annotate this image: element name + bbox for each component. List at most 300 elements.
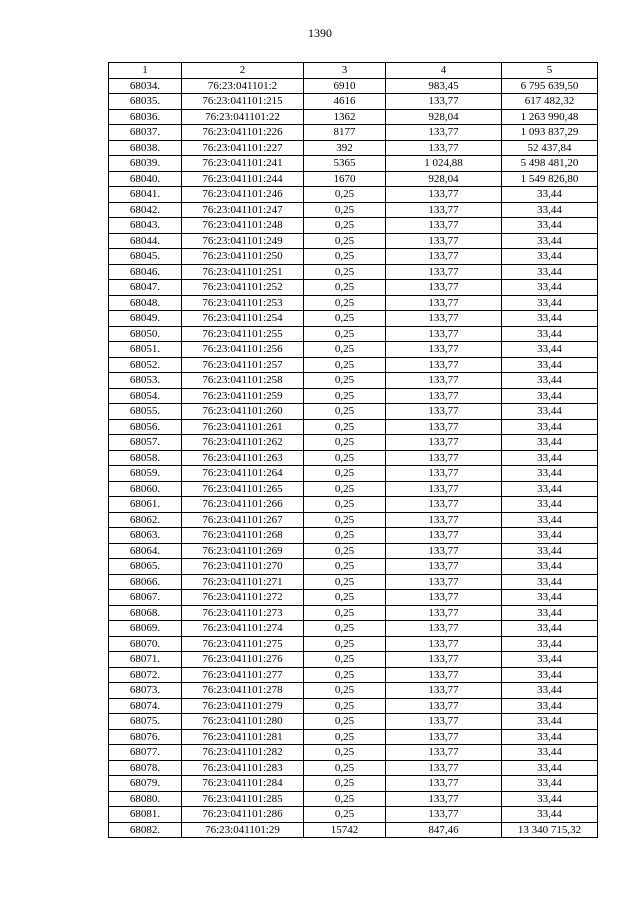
table-row — [109, 109, 598, 125]
cadastral-number-cell: 76:23:041101:258 — [182, 373, 304, 389]
cadastral-number-cell: 76:23:041101:253 — [182, 295, 304, 311]
row-number-cell: 68038. — [109, 140, 182, 156]
table-row — [109, 435, 598, 451]
row-number-cell: 68057. — [109, 435, 182, 451]
column-header-4: 4 — [386, 63, 502, 79]
table-row — [109, 776, 598, 792]
value-cell: 33,44 — [502, 419, 598, 435]
row-number-cell: 68080. — [109, 791, 182, 807]
row-number-cell: 68062. — [109, 512, 182, 528]
cadastral-number-cell: 76:23:041101:263 — [182, 450, 304, 466]
value-cell: 5 498 481,20 — [502, 156, 598, 172]
value-cell: 33,44 — [502, 218, 598, 234]
value-cell: 33,44 — [502, 512, 598, 528]
cadastral-number-cell: 76:23:041101:277 — [182, 667, 304, 683]
row-number-cell: 68035. — [109, 94, 182, 110]
value-cell: 33,44 — [502, 187, 598, 203]
rate-cell: 133,77 — [386, 698, 502, 714]
value-cell: 52 437,84 — [502, 140, 598, 156]
value-cell: 33,44 — [502, 683, 598, 699]
rate-cell: 133,77 — [386, 807, 502, 823]
cadastral-number-cell: 76:23:041101:270 — [182, 559, 304, 575]
value-cell: 33,44 — [502, 264, 598, 280]
column-header-5: 5 — [502, 63, 598, 79]
row-number-cell: 68054. — [109, 388, 182, 404]
table-row — [109, 466, 598, 482]
area-cell: 0,25 — [304, 280, 386, 296]
rate-cell: 133,77 — [386, 745, 502, 761]
row-number-cell: 68060. — [109, 481, 182, 497]
value-cell: 33,44 — [502, 233, 598, 249]
table-row — [109, 404, 598, 420]
cadastral-number-cell: 76:23:041101:266 — [182, 497, 304, 513]
row-number-cell: 68055. — [109, 404, 182, 420]
cadastral-number-cell: 76:23:041101:248 — [182, 218, 304, 234]
area-cell: 0,25 — [304, 373, 386, 389]
value-cell: 33,44 — [502, 729, 598, 745]
table-row — [109, 311, 598, 327]
row-number-cell: 68045. — [109, 249, 182, 265]
area-cell: 0,25 — [304, 667, 386, 683]
area-cell: 0,25 — [304, 698, 386, 714]
cadastral-number-cell: 76:23:041101:29 — [182, 822, 304, 838]
cadastral-number-cell: 76:23:041101:22 — [182, 109, 304, 125]
row-number-cell: 68047. — [109, 280, 182, 296]
cadastral-number-cell: 76:23:041101:250 — [182, 249, 304, 265]
table-row — [109, 543, 598, 559]
table-row — [109, 94, 598, 110]
area-cell: 0,25 — [304, 574, 386, 590]
area-cell: 0,25 — [304, 590, 386, 606]
rate-cell: 133,77 — [386, 714, 502, 730]
area-cell: 6910 — [304, 78, 386, 94]
cadastral-number-cell: 76:23:041101:256 — [182, 342, 304, 358]
cadastral-number-cell: 76:23:041101:252 — [182, 280, 304, 296]
area-cell: 0,25 — [304, 760, 386, 776]
value-cell: 33,44 — [502, 388, 598, 404]
row-number-cell: 68065. — [109, 559, 182, 575]
value-cell: 33,44 — [502, 807, 598, 823]
area-cell: 0,25 — [304, 357, 386, 373]
rate-cell: 133,77 — [386, 140, 502, 156]
value-cell: 33,44 — [502, 528, 598, 544]
rate-cell: 133,77 — [386, 326, 502, 342]
value-cell: 33,44 — [502, 590, 598, 606]
value-cell: 33,44 — [502, 311, 598, 327]
row-number-cell: 68048. — [109, 295, 182, 311]
rate-cell: 133,77 — [386, 373, 502, 389]
rate-cell: 133,77 — [386, 357, 502, 373]
area-cell: 0,25 — [304, 295, 386, 311]
row-number-cell: 68039. — [109, 156, 182, 172]
rate-cell: 133,77 — [386, 218, 502, 234]
rate-cell: 133,77 — [386, 435, 502, 451]
value-cell: 33,44 — [502, 714, 598, 730]
header-row — [109, 63, 598, 79]
area-cell: 0,25 — [304, 729, 386, 745]
cadastral-number-cell: 76:23:041101:283 — [182, 760, 304, 776]
row-number-cell: 68063. — [109, 528, 182, 544]
row-number-cell: 68059. — [109, 466, 182, 482]
column-header-3: 3 — [304, 63, 386, 79]
area-cell: 0,25 — [304, 512, 386, 528]
table-row — [109, 218, 598, 234]
row-number-cell: 68067. — [109, 590, 182, 606]
row-number-cell: 68053. — [109, 373, 182, 389]
area-cell: 0,25 — [304, 342, 386, 358]
value-cell: 6 795 639,50 — [502, 78, 598, 94]
table-row — [109, 125, 598, 141]
rate-cell: 133,77 — [386, 652, 502, 668]
value-cell: 33,44 — [502, 652, 598, 668]
row-number-cell: 68042. — [109, 202, 182, 218]
table-row — [109, 171, 598, 187]
value-cell: 33,44 — [502, 373, 598, 389]
row-number-cell: 68058. — [109, 450, 182, 466]
value-cell: 1 549 826,80 — [502, 171, 598, 187]
rate-cell: 133,77 — [386, 233, 502, 249]
rate-cell: 133,77 — [386, 466, 502, 482]
cadastral-number-cell: 76:23:041101:254 — [182, 311, 304, 327]
table-row — [109, 249, 598, 265]
cadastral-number-cell: 76:23:041101:262 — [182, 435, 304, 451]
cadastral-number-cell: 76:23:041101:269 — [182, 543, 304, 559]
column-header-2: 2 — [182, 63, 304, 79]
area-cell: 0,25 — [304, 388, 386, 404]
rate-cell: 133,77 — [386, 683, 502, 699]
table-row — [109, 807, 598, 823]
cadastral-number-cell: 76:23:041101:249 — [182, 233, 304, 249]
row-number-cell: 68072. — [109, 667, 182, 683]
cadastral-number-cell: 76:23:041101:244 — [182, 171, 304, 187]
rate-cell: 133,77 — [386, 94, 502, 110]
area-cell: 0,25 — [304, 683, 386, 699]
cadastral-number-cell: 76:23:041101:241 — [182, 156, 304, 172]
cadastral-number-cell: 76:23:041101:227 — [182, 140, 304, 156]
rate-cell: 133,77 — [386, 249, 502, 265]
rate-cell: 133,77 — [386, 559, 502, 575]
value-cell: 33,44 — [502, 295, 598, 311]
rate-cell: 928,04 — [386, 171, 502, 187]
rate-cell: 133,77 — [386, 280, 502, 296]
table-row — [109, 419, 598, 435]
table-row — [109, 822, 598, 838]
row-number-cell: 68068. — [109, 605, 182, 621]
table-row — [109, 574, 598, 590]
rate-cell: 133,77 — [386, 187, 502, 203]
row-number-cell: 68046. — [109, 264, 182, 280]
cadastral-number-cell: 76:23:041101:226 — [182, 125, 304, 141]
value-cell: 33,44 — [502, 497, 598, 513]
cadastral-number-cell: 76:23:041101:282 — [182, 745, 304, 761]
row-number-cell: 68064. — [109, 543, 182, 559]
rate-cell: 133,77 — [386, 760, 502, 776]
rate-cell: 1 024,88 — [386, 156, 502, 172]
table-row — [109, 140, 598, 156]
table-row — [109, 156, 598, 172]
area-cell: 0,25 — [304, 636, 386, 652]
area-cell: 0,25 — [304, 326, 386, 342]
cadastral-number-cell: 76:23:041101:215 — [182, 94, 304, 110]
table-row — [109, 295, 598, 311]
cadastral-number-cell: 76:23:041101:267 — [182, 512, 304, 528]
cadastral-number-cell: 76:23:041101:275 — [182, 636, 304, 652]
row-number-cell: 68043. — [109, 218, 182, 234]
cadastral-number-cell: 76:23:041101:265 — [182, 481, 304, 497]
row-number-cell: 68076. — [109, 729, 182, 745]
value-cell: 1 093 837,29 — [502, 125, 598, 141]
table-row — [109, 683, 598, 699]
rate-cell: 133,77 — [386, 791, 502, 807]
rate-cell: 983,45 — [386, 78, 502, 94]
cadastral-number-cell: 76:23:041101:264 — [182, 466, 304, 482]
area-cell: 0,25 — [304, 233, 386, 249]
rate-cell: 133,77 — [386, 125, 502, 141]
table-row — [109, 791, 598, 807]
area-cell: 5365 — [304, 156, 386, 172]
rate-cell: 133,77 — [386, 295, 502, 311]
rate-cell: 133,77 — [386, 776, 502, 792]
value-cell: 33,44 — [502, 745, 598, 761]
rate-cell: 133,77 — [386, 388, 502, 404]
value-cell: 33,44 — [502, 791, 598, 807]
row-number-cell: 68041. — [109, 187, 182, 203]
cadastral-number-cell: 76:23:041101:272 — [182, 590, 304, 606]
table-row — [109, 342, 598, 358]
table-row — [109, 233, 598, 249]
table-row — [109, 636, 598, 652]
area-cell: 0,25 — [304, 714, 386, 730]
rate-cell: 133,77 — [386, 264, 502, 280]
value-cell: 33,44 — [502, 466, 598, 482]
table-row — [109, 714, 598, 730]
row-number-cell: 68040. — [109, 171, 182, 187]
rate-cell: 133,77 — [386, 528, 502, 544]
cadastral-number-cell: 76:23:041101:276 — [182, 652, 304, 668]
row-number-cell: 68050. — [109, 326, 182, 342]
value-cell: 33,44 — [502, 450, 598, 466]
cadastral-number-cell: 76:23:041101:284 — [182, 776, 304, 792]
table-row — [109, 667, 598, 683]
table-row — [109, 621, 598, 637]
value-cell: 33,44 — [502, 280, 598, 296]
rate-cell: 133,77 — [386, 450, 502, 466]
cadastral-number-cell: 76:23:041101:251 — [182, 264, 304, 280]
value-cell: 33,44 — [502, 621, 598, 637]
area-cell: 0,25 — [304, 481, 386, 497]
row-number-cell: 68069. — [109, 621, 182, 637]
row-number-cell: 68061. — [109, 497, 182, 513]
area-cell: 0,25 — [304, 466, 386, 482]
table-row — [109, 357, 598, 373]
row-number-cell: 68077. — [109, 745, 182, 761]
area-cell: 8177 — [304, 125, 386, 141]
table-row — [109, 481, 598, 497]
page-number: 1390 — [308, 26, 332, 40]
area-cell: 1670 — [304, 171, 386, 187]
table-row — [109, 497, 598, 513]
area-cell: 0,25 — [304, 419, 386, 435]
row-number-cell: 68056. — [109, 419, 182, 435]
table-row — [109, 450, 598, 466]
area-cell: 392 — [304, 140, 386, 156]
row-number-cell: 68079. — [109, 776, 182, 792]
row-number-cell: 68074. — [109, 698, 182, 714]
value-cell: 33,44 — [502, 249, 598, 265]
cadastral-number-cell: 76:23:041101:2 — [182, 78, 304, 94]
cadastral-number-cell: 76:23:041101:246 — [182, 187, 304, 203]
area-cell: 0,25 — [304, 776, 386, 792]
area-cell: 15742 — [304, 822, 386, 838]
area-cell: 1362 — [304, 109, 386, 125]
table-row — [109, 698, 598, 714]
table-body — [109, 78, 598, 838]
cadastral-number-cell: 76:23:041101:268 — [182, 528, 304, 544]
table-row — [109, 202, 598, 218]
area-cell: 0,25 — [304, 791, 386, 807]
area-cell: 0,25 — [304, 605, 386, 621]
rate-cell: 133,77 — [386, 590, 502, 606]
area-cell: 0,25 — [304, 249, 386, 265]
cadastral-number-cell: 76:23:041101:257 — [182, 357, 304, 373]
value-cell: 617 482,32 — [502, 94, 598, 110]
value-cell: 33,44 — [502, 435, 598, 451]
table-row — [109, 745, 598, 761]
rate-cell: 133,77 — [386, 729, 502, 745]
cadastral-number-cell: 76:23:041101:274 — [182, 621, 304, 637]
cadastral-number-cell: 76:23:041101:286 — [182, 807, 304, 823]
row-number-cell: 68034. — [109, 78, 182, 94]
row-number-cell: 68066. — [109, 574, 182, 590]
row-number-cell: 68071. — [109, 652, 182, 668]
value-cell: 33,44 — [502, 667, 598, 683]
row-number-cell: 68082. — [109, 822, 182, 838]
cadastral-number-cell: 76:23:041101:273 — [182, 605, 304, 621]
value-cell: 33,44 — [502, 636, 598, 652]
table-row — [109, 590, 598, 606]
registry-table — [108, 62, 598, 838]
rate-cell: 133,77 — [386, 481, 502, 497]
row-number-cell: 68081. — [109, 807, 182, 823]
cadastral-number-cell: 76:23:041101:247 — [182, 202, 304, 218]
value-cell: 33,44 — [502, 776, 598, 792]
area-cell: 0,25 — [304, 528, 386, 544]
table-row — [109, 187, 598, 203]
rate-cell: 133,77 — [386, 667, 502, 683]
rate-cell: 133,77 — [386, 404, 502, 420]
cadastral-number-cell: 76:23:041101:280 — [182, 714, 304, 730]
area-cell: 0,25 — [304, 807, 386, 823]
area-cell: 0,25 — [304, 264, 386, 280]
cadastral-number-cell: 76:23:041101:260 — [182, 404, 304, 420]
row-number-cell: 68044. — [109, 233, 182, 249]
value-cell: 33,44 — [502, 326, 598, 342]
value-cell: 33,44 — [502, 605, 598, 621]
area-cell: 0,25 — [304, 187, 386, 203]
row-number-cell: 68051. — [109, 342, 182, 358]
table-row — [109, 78, 598, 94]
area-cell: 0,25 — [304, 652, 386, 668]
rate-cell: 133,77 — [386, 512, 502, 528]
cadastral-number-cell: 76:23:041101:255 — [182, 326, 304, 342]
cadastral-number-cell: 76:23:041101:279 — [182, 698, 304, 714]
cadastral-number-cell: 76:23:041101:278 — [182, 683, 304, 699]
rate-cell: 133,77 — [386, 419, 502, 435]
area-cell: 0,25 — [304, 497, 386, 513]
row-number-cell: 68070. — [109, 636, 182, 652]
area-cell: 0,25 — [304, 559, 386, 575]
table-row — [109, 512, 598, 528]
value-cell: 33,44 — [502, 357, 598, 373]
cadastral-number-cell: 76:23:041101:259 — [182, 388, 304, 404]
value-cell: 33,44 — [502, 404, 598, 420]
rate-cell: 133,77 — [386, 605, 502, 621]
rate-cell: 133,77 — [386, 342, 502, 358]
row-number-cell: 68073. — [109, 683, 182, 699]
area-cell: 0,25 — [304, 543, 386, 559]
column-header-1: 1 — [109, 63, 182, 79]
cadastral-number-cell: 76:23:041101:285 — [182, 791, 304, 807]
value-cell: 33,44 — [502, 342, 598, 358]
rate-cell: 133,77 — [386, 543, 502, 559]
value-cell: 33,44 — [502, 202, 598, 218]
value-cell: 33,44 — [502, 543, 598, 559]
value-cell: 33,44 — [502, 481, 598, 497]
table-row — [109, 326, 598, 342]
area-cell: 0,25 — [304, 435, 386, 451]
area-cell: 0,25 — [304, 621, 386, 637]
table-row — [109, 605, 598, 621]
area-cell: 0,25 — [304, 745, 386, 761]
row-number-cell: 68078. — [109, 760, 182, 776]
table-row — [109, 264, 598, 280]
row-number-cell: 68052. — [109, 357, 182, 373]
cadastral-number-cell: 76:23:041101:271 — [182, 574, 304, 590]
area-cell: 4616 — [304, 94, 386, 110]
cadastral-number-cell: 76:23:041101:261 — [182, 419, 304, 435]
rate-cell: 133,77 — [386, 497, 502, 513]
area-cell: 0,25 — [304, 311, 386, 327]
cadastral-number-cell: 76:23:041101:281 — [182, 729, 304, 745]
rate-cell: 133,77 — [386, 202, 502, 218]
table-row — [109, 559, 598, 575]
row-number-cell: 68037. — [109, 125, 182, 141]
rate-cell: 133,77 — [386, 636, 502, 652]
table-row — [109, 760, 598, 776]
table-row — [109, 729, 598, 745]
rate-cell: 133,77 — [386, 574, 502, 590]
table-row — [109, 280, 598, 296]
rate-cell: 133,77 — [386, 311, 502, 327]
value-cell: 1 263 990,48 — [502, 109, 598, 125]
rate-cell: 928,04 — [386, 109, 502, 125]
table-row — [109, 528, 598, 544]
value-cell: 33,44 — [502, 760, 598, 776]
area-cell: 0,25 — [304, 218, 386, 234]
row-number-cell: 68049. — [109, 311, 182, 327]
area-cell: 0,25 — [304, 202, 386, 218]
table-row — [109, 373, 598, 389]
rate-cell: 133,77 — [386, 621, 502, 637]
value-cell: 33,44 — [502, 698, 598, 714]
row-number-cell: 68036. — [109, 109, 182, 125]
area-cell: 0,25 — [304, 404, 386, 420]
value-cell: 33,44 — [502, 559, 598, 575]
rate-cell: 847,46 — [386, 822, 502, 838]
area-cell: 0,25 — [304, 450, 386, 466]
value-cell: 13 340 715,32 — [502, 822, 598, 838]
row-number-cell: 68075. — [109, 714, 182, 730]
